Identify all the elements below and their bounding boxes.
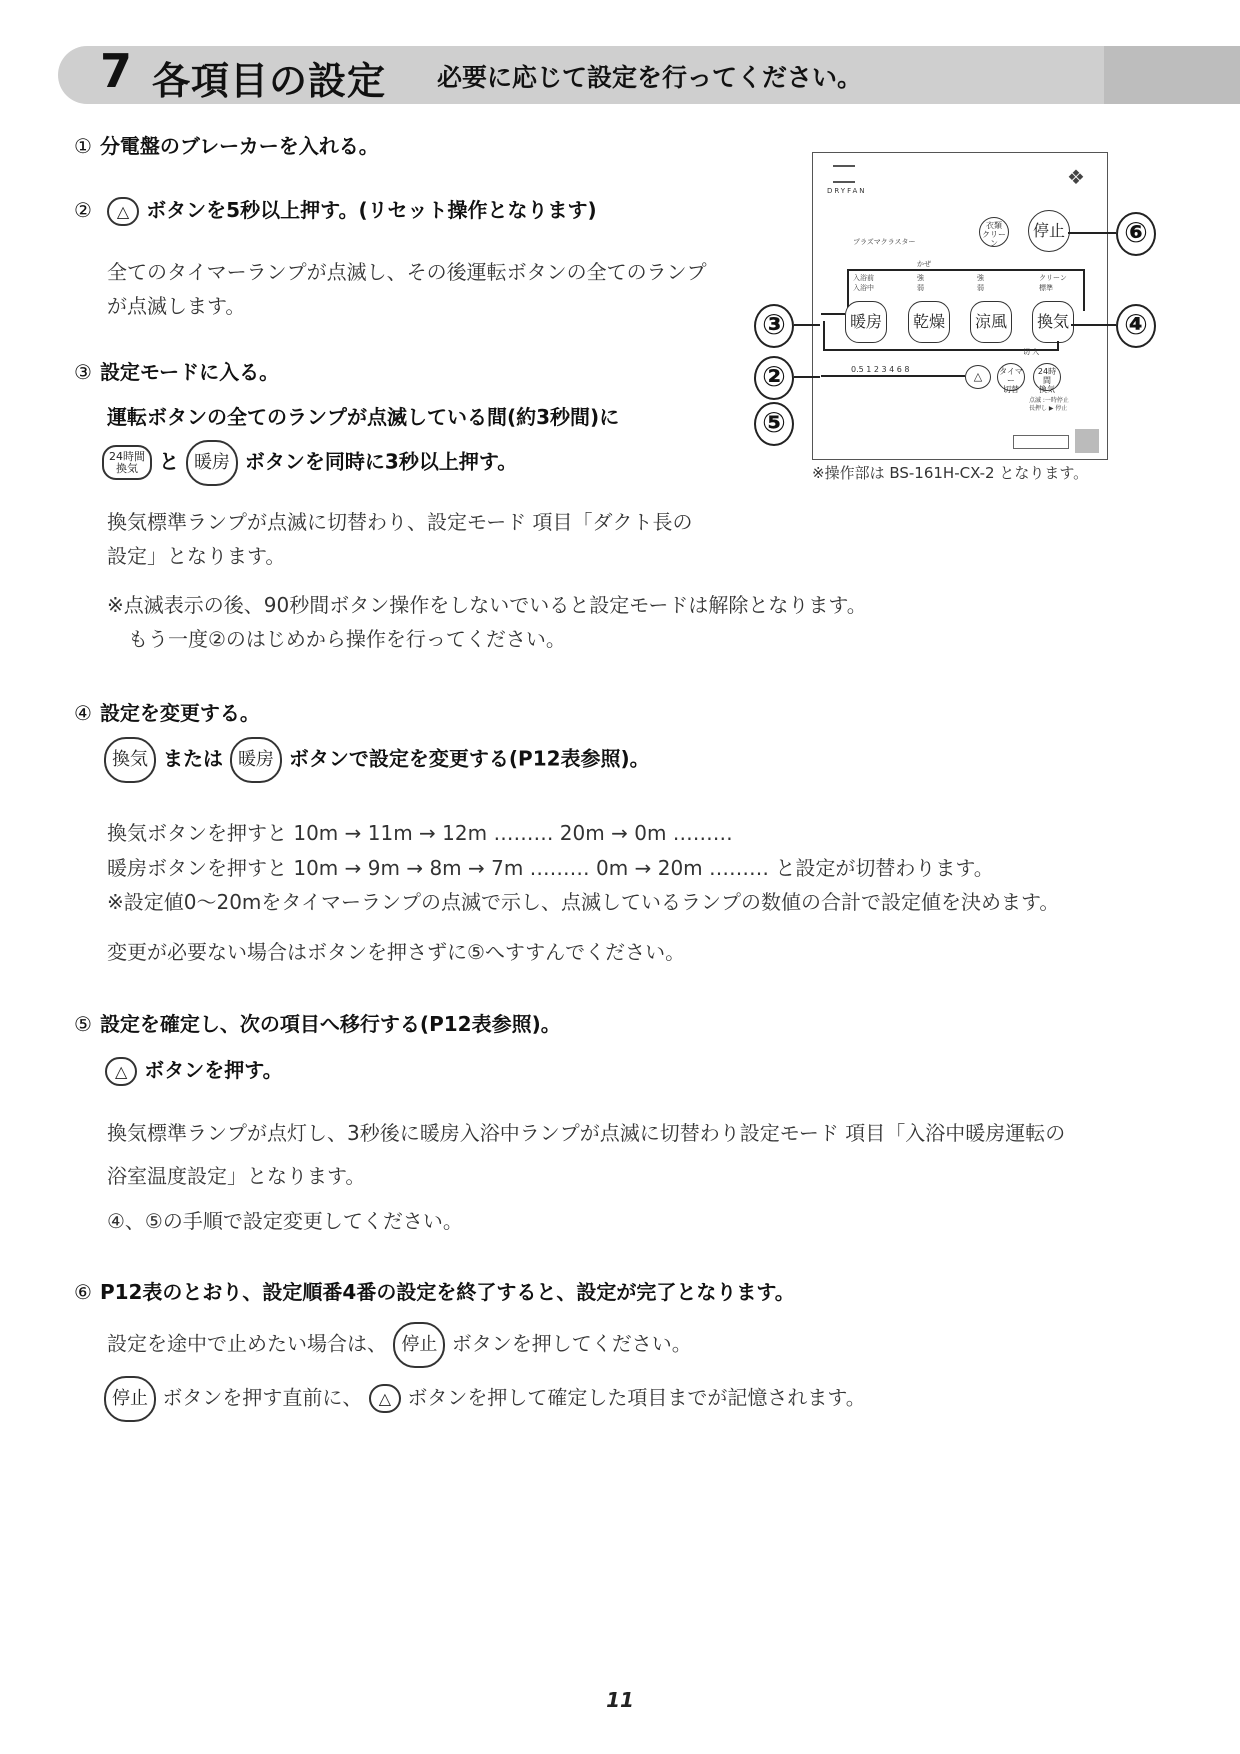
panel-onoff-label: 切 入 <box>1023 348 1040 356</box>
panel-timer-top: タイマー <box>999 367 1023 385</box>
callout-3-leader <box>794 324 820 326</box>
step-5 <box>74 1008 561 1037</box>
panel-cloth-bottom: クリーン <box>982 229 1006 248</box>
panel-leader-3d <box>1057 341 1059 351</box>
panel-leader-3a <box>821 313 845 315</box>
vent-button-icon: 換気 <box>104 737 156 783</box>
section-number: 7 <box>100 44 133 98</box>
step-3-line-3 <box>102 440 517 486</box>
panel-lamp-standard: 標準 <box>1039 284 1053 292</box>
panel-hold-note-1: 点滅 :一時停止 <box>1029 397 1069 404</box>
step-5-number: ⑤ <box>74 1012 92 1036</box>
stop-button-icon: 停止 <box>104 1376 156 1422</box>
heat-button-icon: 暖房 <box>230 737 282 783</box>
step-3-note-1: ※点滅表示の後、90秒間ボタン操作をしないでいると設定モードは解除となります。 <box>107 593 867 617</box>
control-panel-illustration <box>812 152 1108 460</box>
panel-display-window <box>1013 435 1069 449</box>
step-3-body-1: 換気標準ランプが点滅に切替わり、設定モード 項目「ダクト長の <box>107 510 693 534</box>
panel-vent-button: 換気 <box>1032 301 1074 343</box>
callout-2-leader <box>794 376 820 378</box>
step-4-body-4: 変更が必要ない場合はボタンを押さずに⑤へすすんでください。 <box>107 940 686 964</box>
step-4 <box>74 697 260 726</box>
step-6-body-1-post: ボタンを押してください。 <box>451 1331 692 1356</box>
panel-sensor-box <box>1075 429 1099 453</box>
panel-hold-note-2: 長押し ▶ 停止 <box>1029 405 1068 412</box>
callout-3: ③ <box>754 304 794 348</box>
step-3-line-3-text: ボタンを同時に3秒以上押す。 <box>244 449 518 474</box>
panel-timer-switch-button <box>997 363 1025 394</box>
panel-lamp-weak-1: 弱 <box>917 284 924 292</box>
panel-lamp-bath-before: 入浴前 <box>853 274 874 282</box>
step-3-note-2: もう一度②のはじめから操作を行ってください。 <box>128 627 566 651</box>
panel-lamp-bath-during: 入浴中 <box>853 284 874 292</box>
step-6-body-2-post: ボタンを押して確定した項目までが記憶されます。 <box>407 1385 866 1410</box>
panel-lamp-strong-1: 強 <box>917 274 924 282</box>
step-5-line-2 <box>105 1054 283 1086</box>
panel-24h-bottom: 換気 <box>1039 384 1055 394</box>
panel-lamp-weak-2: 弱 <box>977 284 984 292</box>
step-5-body-3: ④、⑤の手順で設定変更してください。 <box>107 1209 463 1233</box>
callout-4: ④ <box>1116 304 1156 348</box>
step-6-body-2 <box>104 1376 866 1422</box>
step-1 <box>74 130 379 159</box>
step-5-body-2: 浴室温度設定」となります。 <box>107 1164 366 1188</box>
panel-timer-bottom: 切替 <box>1003 384 1019 394</box>
panel-lamp-kaze: かぜ <box>917 260 931 268</box>
panel-24h-top: 24時間 <box>1037 367 1057 385</box>
step-1-text: 分電盤のブレーカーを入れる。 <box>99 134 379 158</box>
step-4-or: または <box>162 746 223 771</box>
step-2-body-2: が点滅します。 <box>107 294 246 318</box>
step-2-text: ボタンを5秒以上押す。(リセット操作となります) <box>146 198 597 222</box>
24h-vent-bottom: 換気 <box>116 461 138 475</box>
up-button-icon: △ <box>369 1384 401 1413</box>
panel-plasma-label: プラズマクラスター <box>853 238 916 246</box>
step-2-body-1: 全てのタイマーランプが点滅し、その後運転ボタンの全てのランプ <box>107 260 707 284</box>
plasmacluster-logo-icon: ❖ <box>1067 165 1085 189</box>
step-4-line-2 <box>104 737 650 783</box>
step-3-number: ③ <box>74 360 92 384</box>
step-6-body-2-mid: ボタンを押す直前に、 <box>162 1385 363 1410</box>
24h-vent-top: 24時間 <box>109 450 145 464</box>
step-6-body-1 <box>107 1322 692 1368</box>
panel-up-button: △ <box>965 365 991 389</box>
callout-2: ② <box>754 356 794 400</box>
panel-heat-button: 暖房 <box>845 301 887 343</box>
panel-leader-2 <box>821 375 965 377</box>
step-6-body-1-pre: 設定を途中で止めたい場合は、 <box>107 1331 387 1356</box>
step-3-text: 設定モードに入る。 <box>99 360 280 384</box>
step-6-number: ⑥ <box>74 1280 92 1304</box>
step-4-body-2: 暖房ボタンを押すと 10m → 9m → 8m → 7m ……… 0m → 20m ……… と設定が切替わります。 <box>107 856 994 880</box>
24h-vent-button-icon <box>102 445 152 480</box>
step-5-text: 設定を確定し、次の項目へ移行する(P12表参照)。 <box>99 1012 561 1036</box>
panel-cloth-top: 衣類 <box>986 221 1002 230</box>
step-4-number: ④ <box>74 701 92 725</box>
panel-brand: DRYFAN <box>827 187 867 195</box>
step-3-line-2: 運転ボタンの全てのランプが点滅している間(約3秒間)に <box>107 405 620 429</box>
step-2-number: ② <box>74 198 92 222</box>
callout-5: ⑤ <box>754 402 794 446</box>
callout-6-leader <box>1068 232 1116 234</box>
panel-24h-vent-button <box>1033 363 1061 394</box>
panel-stop-button: 停止 <box>1028 210 1070 252</box>
panel-cloth-clean-button <box>979 217 1009 247</box>
callout-4-leader <box>1071 324 1116 326</box>
panel-timer-labels: 0.5 1 2 3 4 6 8 <box>851 365 910 374</box>
step-3-and: と <box>158 449 179 474</box>
callout-6: ⑥ <box>1116 212 1156 256</box>
panel-lamp-strong-2: 強 <box>977 274 984 282</box>
step-2 <box>74 194 597 226</box>
step-4-text: 設定を変更する。 <box>99 701 260 725</box>
panel-cool-button: 涼風 <box>970 301 1012 343</box>
step-5-line-2-text: ボタンを押す。 <box>144 1058 283 1082</box>
section-title: 各項目の設定 <box>152 59 387 103</box>
step-6-text: P12表のとおり、設定順番4番の設定を終了すると、設定が完了となります。 <box>99 1280 795 1304</box>
step-5-body-1: 換気標準ランプが点灯し、3秒後に暖房入浴中ランプが点滅に切替わり設定モード 項目「入浴中暖房運転の <box>107 1121 1066 1145</box>
step-6 <box>74 1276 795 1305</box>
section-subtitle: 必要に応じて設定を行ってください。 <box>437 63 863 92</box>
panel-dry-button: 乾燥 <box>908 301 950 343</box>
up-button-icon: △ <box>107 197 139 226</box>
stop-button-icon: 停止 <box>393 1322 445 1368</box>
heat-button-icon: 暖房 <box>186 440 238 486</box>
panel-leader-3b <box>823 321 825 351</box>
panel-lamp-clean: クリーン <box>1039 274 1067 282</box>
panel-caption: ※操作部は BS-161H-CX-2 となります。 <box>812 464 1089 482</box>
step-4-line-2-text: ボタンで設定を変更する(P12表参照)。 <box>288 746 650 771</box>
step-4-body-3: ※設定値0〜20mをタイマーランプの点滅で示し、点滅しているランプの数値の合計で設定値を決めます。 <box>107 890 1060 914</box>
step-4-body-1: 換気ボタンを押すと 10m → 11m → 12m ……… 20m → 0m ……… <box>107 821 733 845</box>
step-3 <box>74 356 279 385</box>
step-3-body-2: 設定」となります。 <box>107 544 286 568</box>
section-header-bar-end <box>1104 46 1240 104</box>
page-number: 11 <box>606 1688 634 1712</box>
step-1-number: ① <box>74 134 92 158</box>
up-button-icon: △ <box>105 1057 137 1086</box>
dryfan-logo-icon <box>833 165 855 183</box>
